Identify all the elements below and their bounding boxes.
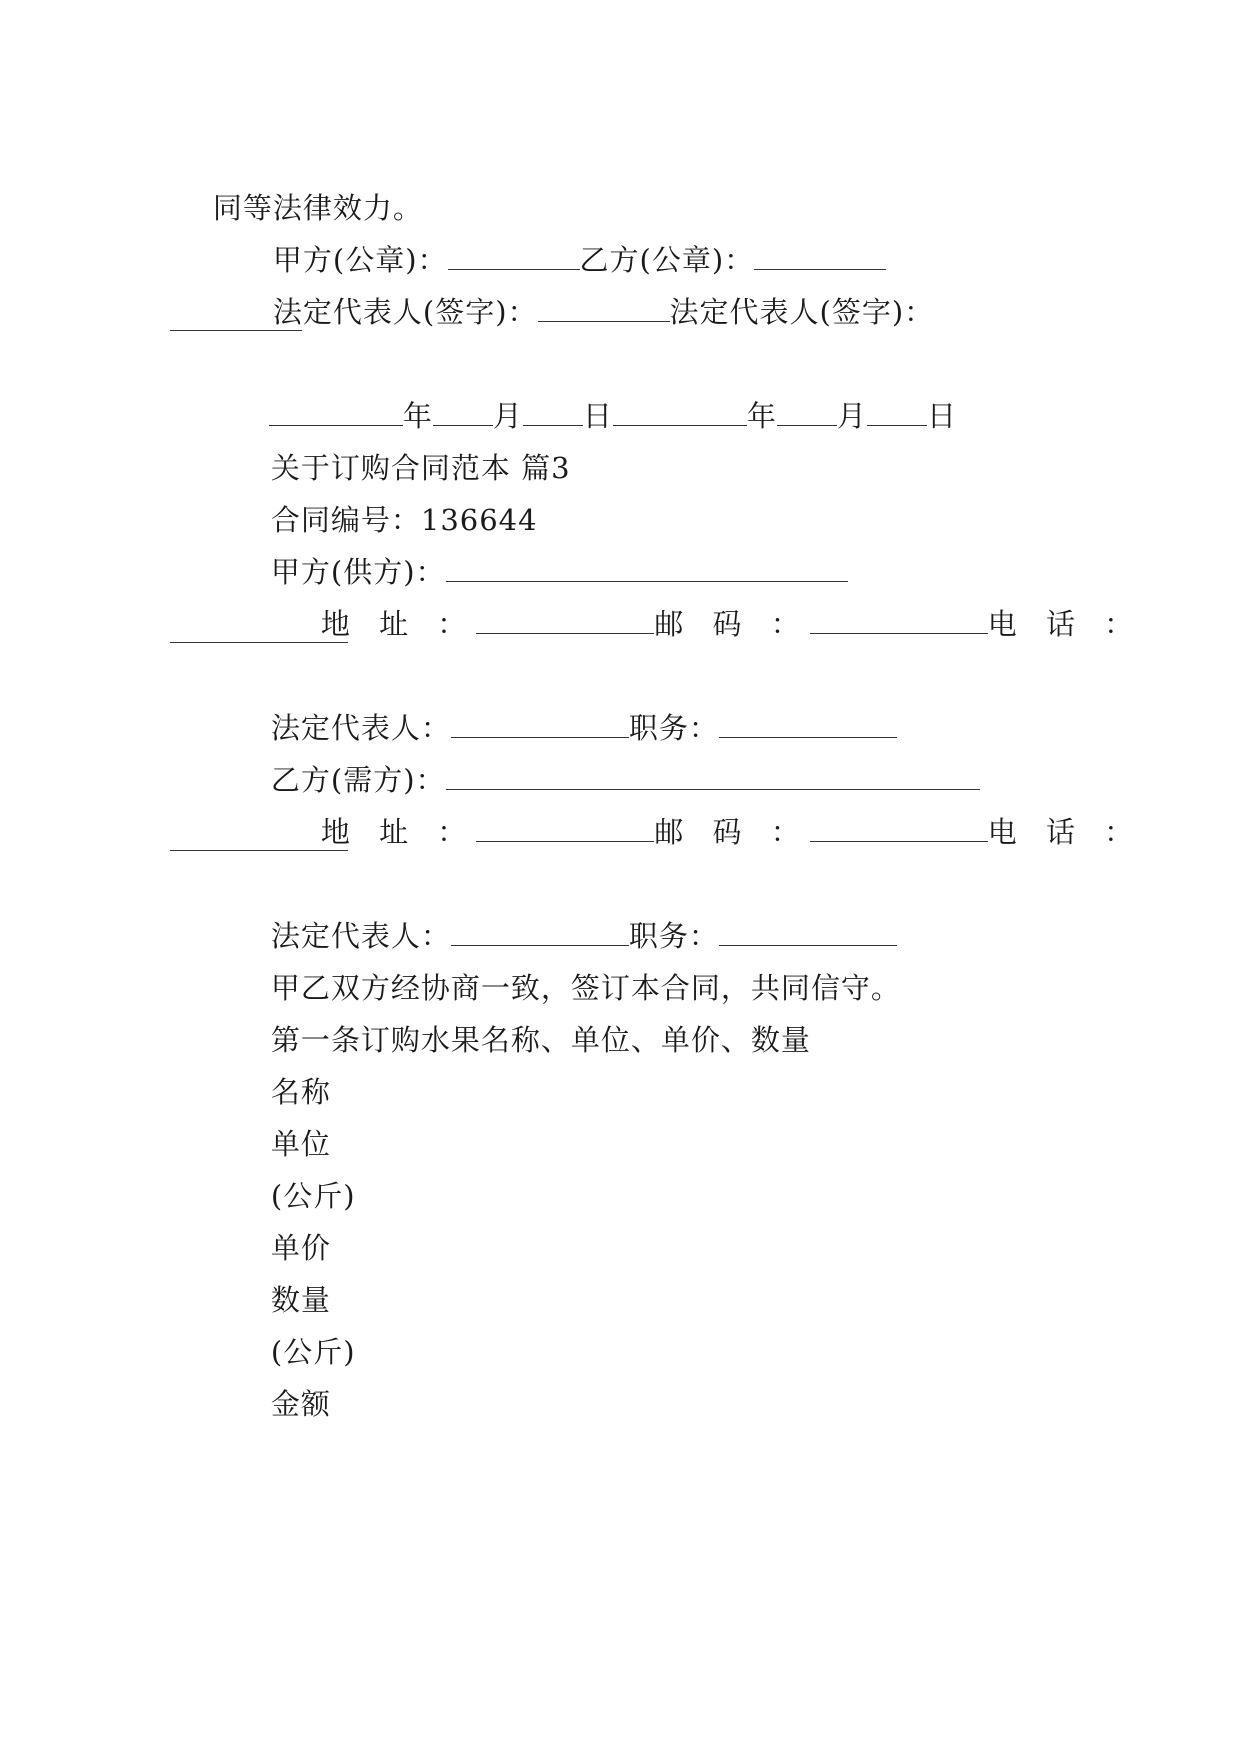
party-a-rep-label: 法定代表人： (270, 711, 451, 745)
party-a-sign-blank[interactable] (538, 299, 670, 322)
party-a-contact-line (244, 564, 1143, 684)
date-b-month-blank[interactable] (777, 403, 837, 426)
party-a-zip-blank[interactable] (810, 611, 988, 634)
party-b-rep-label: 法定代表人： (270, 919, 451, 953)
article-1-text: 第一条订购水果名称、单位、单价、数量 (270, 1023, 811, 1057)
col-qty-kg: (公斤) (270, 1335, 356, 1369)
col-unit: 单位 (270, 1127, 331, 1161)
party-a-phone-blank[interactable] (170, 642, 348, 643)
date-a-day: 日 (582, 399, 613, 433)
party-b-seal-label: 乙方(公章)： (579, 243, 755, 277)
party-a-position-label: 职务： (628, 711, 719, 745)
signature-line (232, 252, 934, 372)
col-amount: 金额 (270, 1387, 331, 1421)
heading-text: 关于订购合同范本 篇3 (270, 451, 571, 485)
party-b-sign-blank[interactable] (170, 330, 302, 331)
agreement-text: 甲乙双方经协商一致，签订本合同，共同信守。 (270, 971, 901, 1005)
date-a-month: 月 (492, 399, 523, 433)
party-a-sign-label: 法定代表人(签字)： (272, 295, 538, 329)
party-b-position-label: 职务： (628, 919, 719, 953)
text-l1: 同等法律效力。 (212, 191, 423, 225)
contract-number: 合同编号：136644 (270, 503, 538, 537)
date-a-year: 年 (402, 399, 433, 433)
party-b-zip-blank[interactable] (810, 819, 988, 842)
col-unit-kg: (公斤) (270, 1179, 356, 1213)
party-b-phone-label: 电 话 ： (987, 815, 1144, 849)
party-a-phone-label: 电 话 ： (987, 607, 1144, 641)
col-price: 单价 (270, 1231, 331, 1265)
date-b-day-blank[interactable] (867, 403, 927, 426)
party-b-label: 乙方(需方)： (270, 763, 446, 797)
col-name: 名称 (270, 1075, 331, 1109)
party-b-address-label: 地 址 ： (320, 815, 477, 849)
party-a-address-label: 地 址 ： (320, 607, 477, 641)
col-qty: 数量 (270, 1283, 331, 1317)
party-a-zip-label: 邮 码 ： (654, 607, 810, 641)
party-a-label: 甲方(供方)： (270, 555, 446, 589)
party-b-address-blank[interactable] (476, 819, 654, 842)
date-b-month: 月 (836, 399, 867, 433)
party-b-contact-line (244, 772, 1143, 892)
party-b-zip-label: 邮 码 ： (654, 815, 810, 849)
party-b-phone-blank[interactable] (170, 850, 348, 851)
date-b-year: 年 (746, 399, 777, 433)
party-a-seal-label: 甲方(公章)： (272, 243, 448, 277)
party-b-sign-label: 法定代表人(签字)： (669, 295, 935, 329)
date-b-day: 日 (926, 399, 957, 433)
col-amount-line (230, 1344, 331, 1464)
date-b-year-blank[interactable] (613, 403, 747, 426)
party-a-address-blank[interactable] (476, 611, 654, 634)
